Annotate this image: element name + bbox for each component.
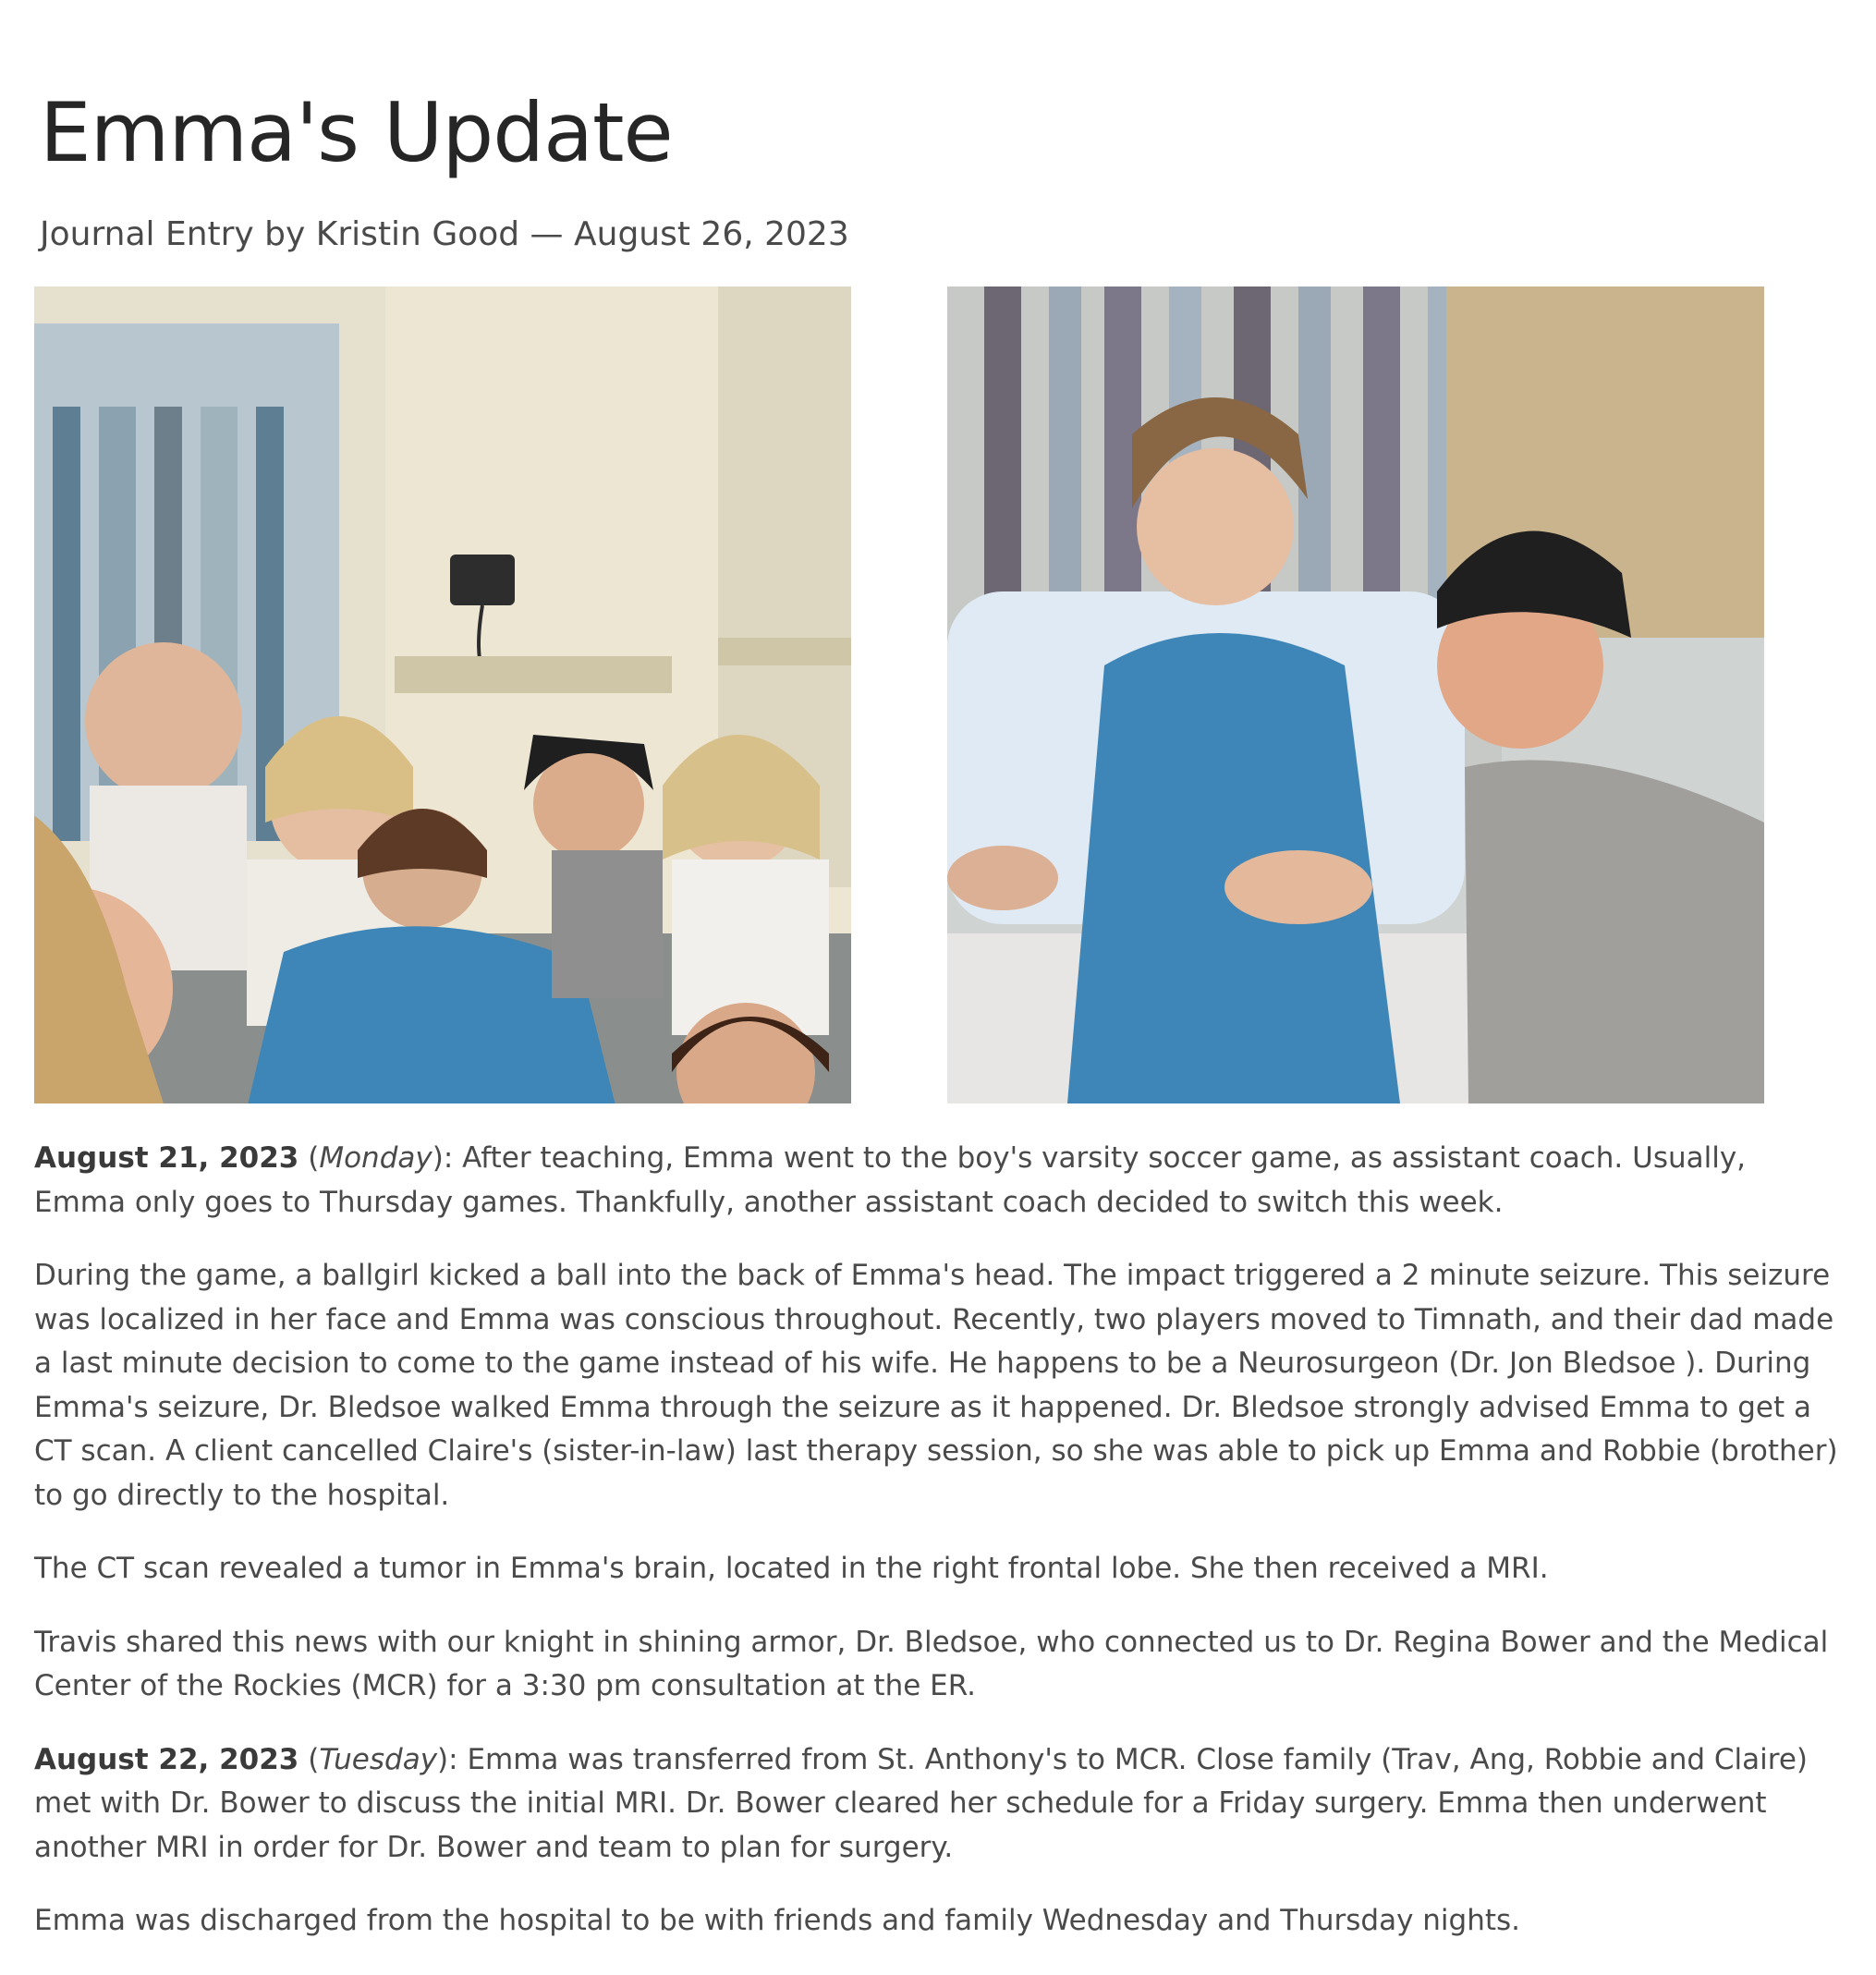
paragraph-text: The CT scan revealed a tumor in Emma's brain, located in the right frontal lobe. She then received a MRI. [34, 1552, 1549, 1585]
entry-paragraph: August 21, 2023 (Monday): After teaching, Emma went to the boy's varsity soccer game, as assistant coach. Usually, Emma only goes to Thursday games. Thankfully, another assistant coach decided to switch this week. [34, 1141, 1747, 1219]
paragraph-text: During the game, a ballgirl kicked a ball into the back of Emma's head. The impact triggered a 2 minute seizure. This seizure was localized in her face and Emma was conscious throughout. Recently, two players moved to Timnath, and their dad made a last minute decision to come to the game instead of his wife. He happens to be a Neurosurgeon (Dr. Jon Bledsoe ). During Emma's seizure, Dr. Bledsoe walked Emma through the seizure as it happened. Dr. Bledsoe strongly advised Emma to get a CT scan. A client cancelled Claire's (sister-in-law) last therapy session, so she was able to pick up Emma and Robbie (brother) to go directly to the hospital. [34, 1259, 1838, 1512]
entry-date: August 22, 2023 [34, 1742, 299, 1776]
photo-group-selfie[interactable] [34, 286, 851, 1103]
paragraph-text: Emma was discharged from the hospital to be with friends and family Wednesday and Thursday nights. [34, 1904, 1521, 1937]
entry-date: August 21, 2023 [34, 1141, 299, 1175]
journal-body [34, 1137, 1846, 1973]
entry-paragraph: August 22, 2023 (Tuesday): Emma was transferred from St. Anthony's to MCR. Close family (Trav, Ang, Robbie and Claire) met with Dr. Bower to discuss the initial MRI. Dr. Bower cleared her schedule for a Friday surgery. Emma then underwent another MRI in order for Dr. Bower and team to plan for surgery. [34, 1742, 1809, 1864]
paragraph-text: Travis shared this news with our knight in shining armor, Dr. Bledsoe, who connected us to Dr. Regina Bower and the Medical Center of the Rockies (MCR) for a 3:30 pm consultation at the ER. [34, 1625, 1829, 1702]
photo-emma-hospital-bed[interactable] [947, 286, 1764, 1103]
journal-byline: Journal Entry by Kristin Good — August 26, 2023 [40, 215, 849, 253]
photo-icon [947, 286, 1764, 1103]
entry-paragraph [34, 1254, 1846, 1518]
entry-day: Monday [319, 1141, 432, 1175]
photo-icon [34, 286, 851, 1103]
entry-paragraph [34, 1899, 1846, 1944]
page-title: Emma's Update [40, 85, 673, 180]
paragraph-text: After teaching, Emma went to the boy's varsity soccer game, as assistant coach. Usually, Emma only goes to Thursday games. Thankfully, another assistant coach decided to switch this week. [34, 1141, 1747, 1219]
entry-day: Tuesday [319, 1742, 438, 1776]
entry-paragraph [34, 1621, 1846, 1709]
paragraph-text: Emma was transferred from St. Anthony's to MCR. Close family (Trav, Ang, Robbie and Claire) met with Dr. Bower to discuss the initial MRI. Dr. Bower cleared her schedule for a Friday surgery. Emma then underwent another MRI in order for Dr. Bower and team to plan for surgery. [34, 1742, 1809, 1864]
entry-paragraph [34, 1547, 1846, 1591]
